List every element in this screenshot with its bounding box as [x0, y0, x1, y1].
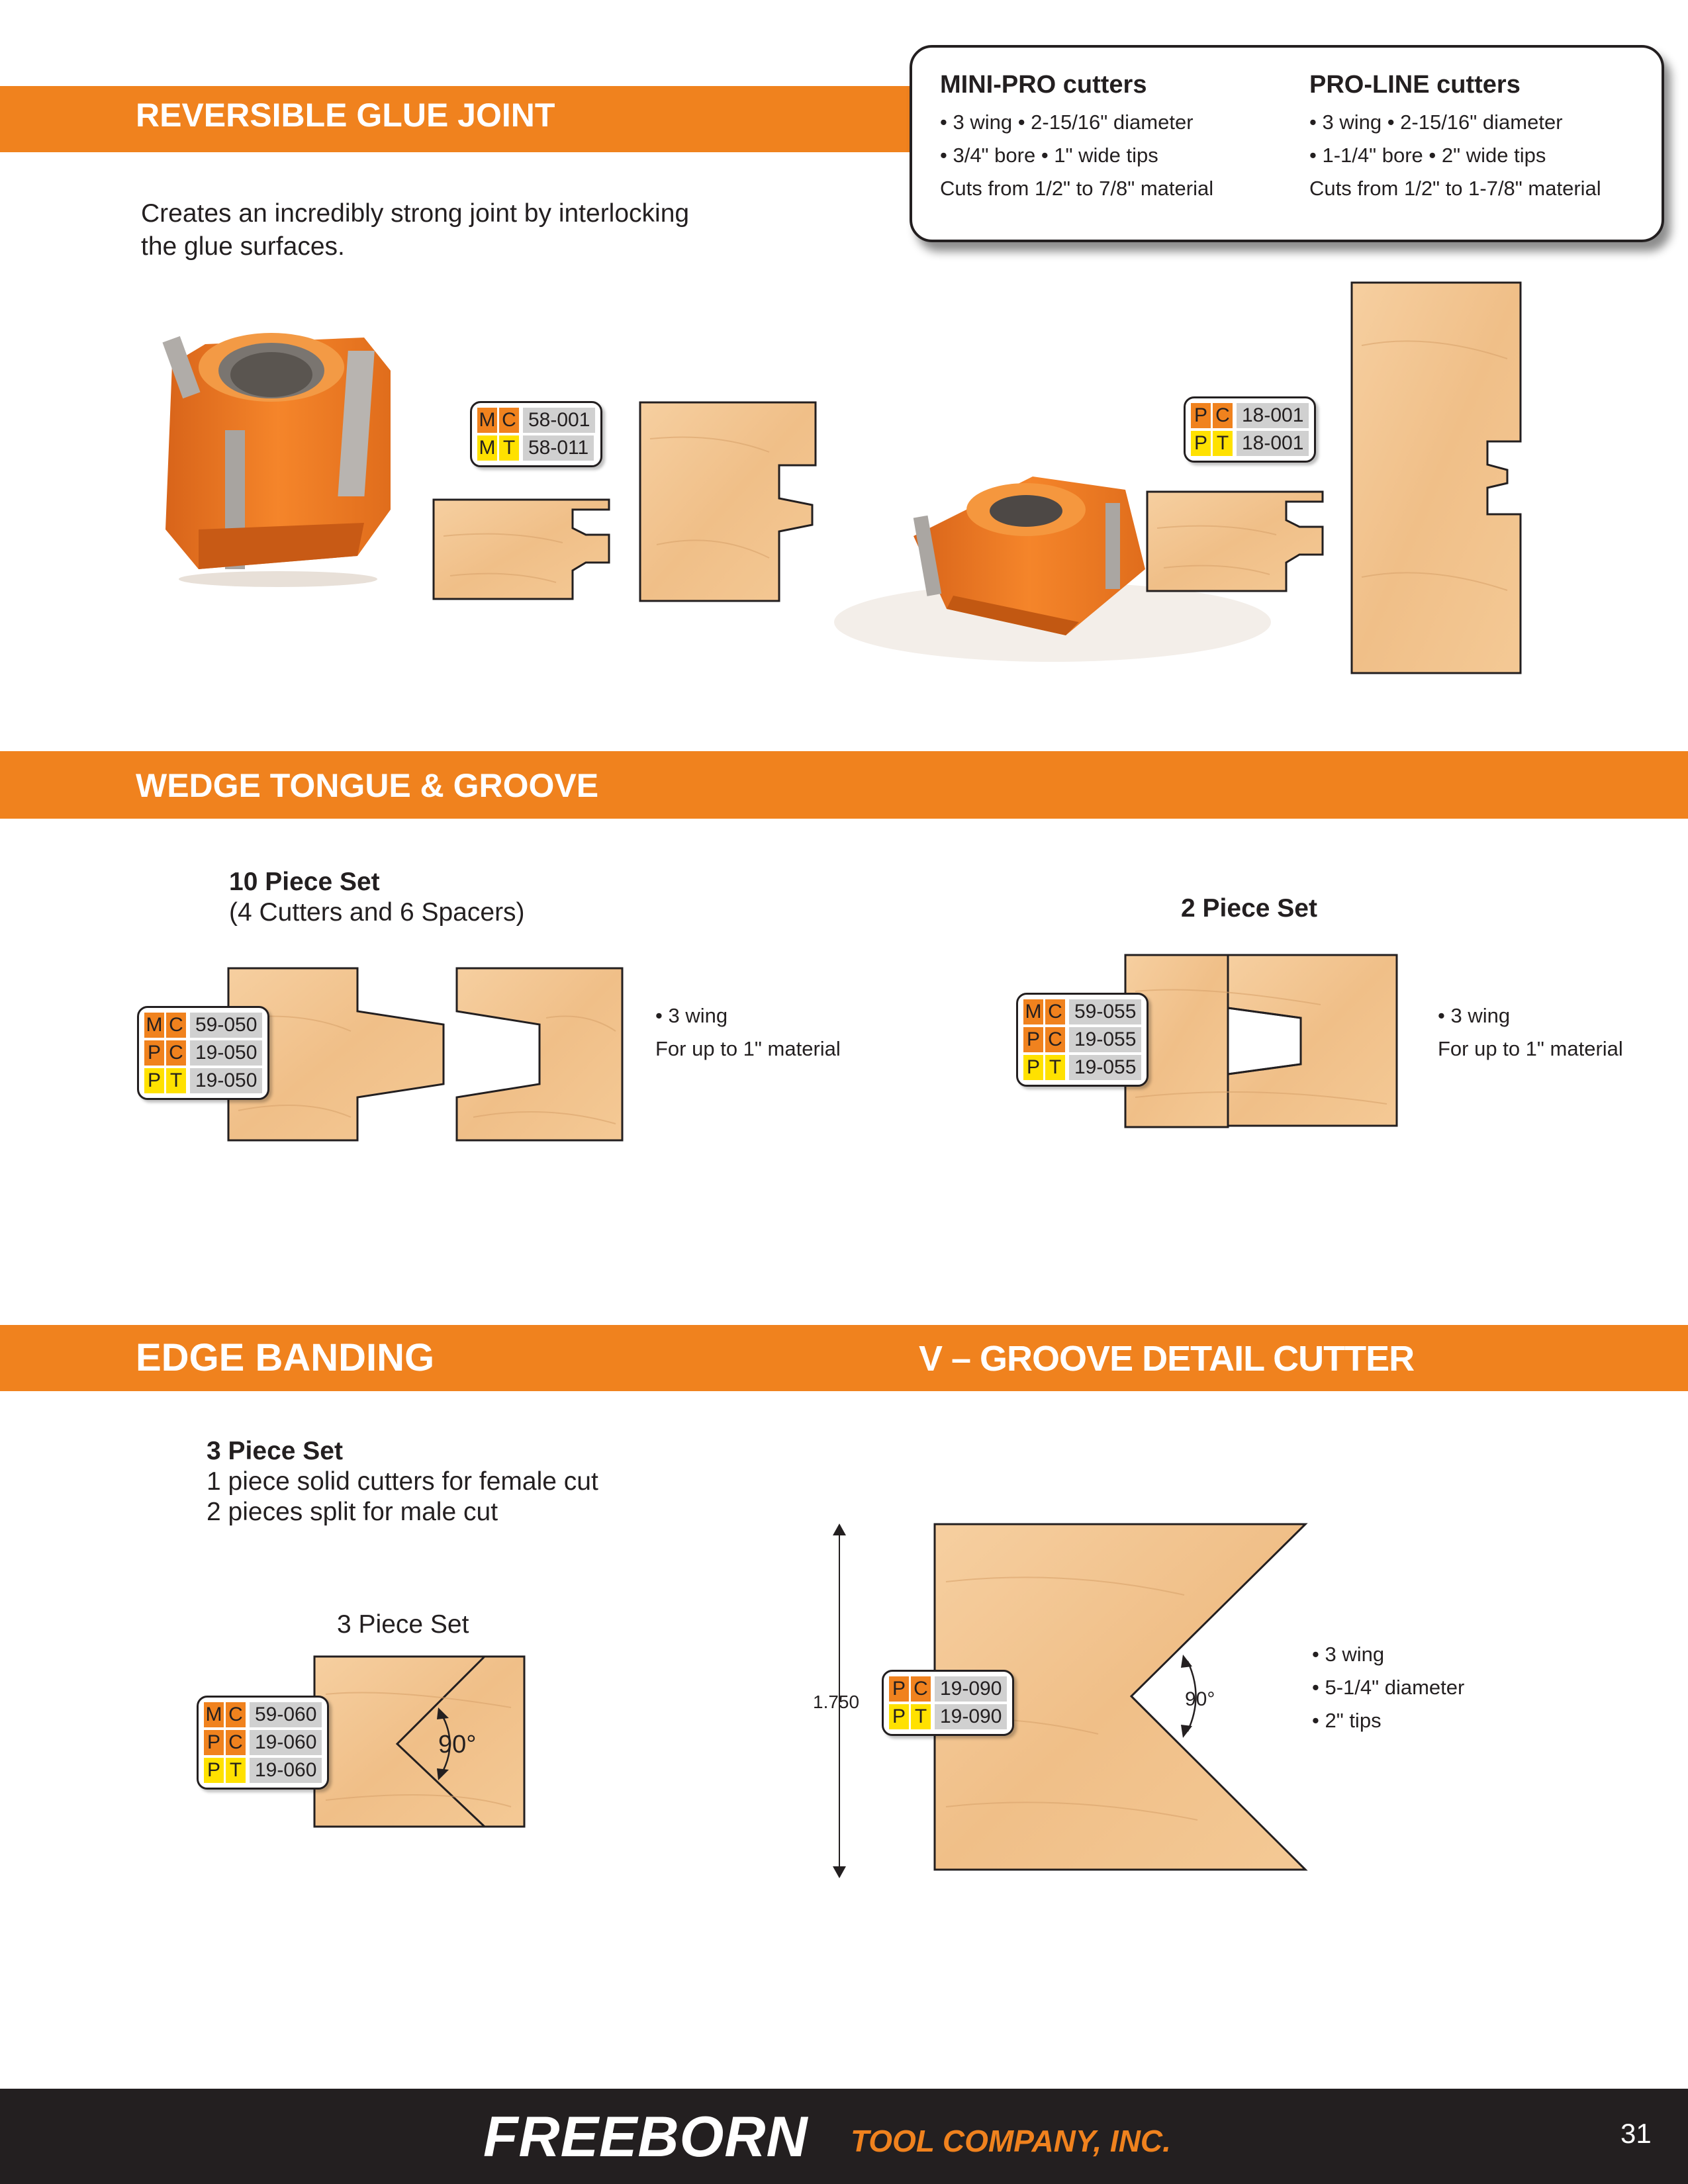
v-groove-spec-1: • 3 wing	[1312, 1643, 1385, 1666]
section-title-wedge: WEDGE TONGUE & GROOVE	[136, 767, 599, 804]
code-row	[889, 1703, 1007, 1731]
edge-set-title: 3 Piece Set	[207, 1437, 343, 1465]
part-number: 18-001	[1237, 431, 1309, 456]
part-number: 58-011	[523, 435, 594, 461]
code-letter: C	[499, 408, 519, 433]
wedge-right-spec-2: For up to 1" material	[1438, 1037, 1623, 1060]
footer-brand: FREEBORN	[483, 2105, 808, 2169]
code-row	[1191, 402, 1309, 430]
code-letter: M	[477, 435, 497, 461]
edge-diagram-label: 3 Piece Set	[337, 1610, 469, 1639]
code-row	[1023, 1026, 1141, 1054]
glue-description-line-2: the glue surfaces.	[141, 232, 345, 261]
wood-profile-edge-banding	[312, 1655, 526, 1830]
part-number: 58-001	[523, 408, 595, 433]
code-letter: P	[1023, 1055, 1043, 1080]
code-box-glue-pro	[1184, 396, 1316, 463]
wood-profile-wedge-2-piece	[1122, 952, 1400, 1129]
code-letter: C	[226, 1702, 246, 1727]
code-row	[204, 1729, 322, 1756]
code-letter: M	[204, 1702, 224, 1727]
part-number: 19-090	[935, 1676, 1007, 1702]
code-row	[204, 1701, 322, 1729]
code-letter: T	[1045, 1055, 1065, 1080]
part-number: 19-055	[1069, 1027, 1141, 1052]
v-groove-angle-label: 90°	[1185, 1688, 1215, 1710]
wedge-left-spec-1: • 3 wing	[655, 1004, 728, 1027]
cutter-specs-box	[910, 45, 1664, 242]
code-letter: M	[1023, 999, 1043, 1024]
code-letter: T	[226, 1758, 246, 1783]
part-number: 59-055	[1069, 999, 1141, 1024]
mini-pro-cutter-image	[146, 311, 410, 589]
code-letter: P	[1191, 431, 1211, 456]
pro-line-line-1: • 3 wing • 2-15/16" diameter	[1309, 111, 1563, 134]
section-title-edge-banding: EDGE BANDING	[136, 1336, 435, 1379]
pro-line-line-2: • 1-1/4" bore • 2" wide tips	[1309, 144, 1546, 167]
code-letter: C	[166, 1040, 186, 1066]
wood-profile-glue-pro-large	[1348, 279, 1527, 676]
code-letter: P	[1191, 403, 1211, 428]
code-box-wedge-2	[1016, 993, 1149, 1087]
code-letter: M	[144, 1013, 164, 1038]
page-number: 31	[1620, 2118, 1652, 2149]
mini-pro-line-2: • 3/4" bore • 1" wide tips	[940, 144, 1158, 167]
code-letter: P	[889, 1676, 909, 1702]
wood-profile-wedge-groove	[453, 965, 626, 1144]
code-letter: C	[166, 1013, 186, 1038]
pro-line-title: PRO-LINE cutters	[1309, 71, 1521, 99]
wedge-left-spec-2: For up to 1" material	[655, 1037, 841, 1060]
code-letter: P	[204, 1730, 224, 1755]
v-groove-dimension-label: 1.750	[813, 1692, 860, 1712]
code-row	[144, 1067, 262, 1095]
mini-pro-line-1: • 3 wing • 2-15/16" diameter	[940, 111, 1194, 134]
page-footer	[0, 2089, 1688, 2184]
code-row	[1023, 1054, 1141, 1081]
wood-profile-glue-mini-large	[637, 399, 822, 604]
wedge-right-spec-1: • 3 wing	[1438, 1004, 1511, 1027]
code-box-v-groove	[882, 1670, 1014, 1736]
edge-set-line-2: 2 pieces split for male cut	[207, 1498, 498, 1526]
wedge-2-set-title: 2 Piece Set	[1181, 894, 1317, 923]
code-row	[144, 1011, 262, 1039]
code-letter: T	[499, 435, 519, 461]
footer-company: TOOL COMPANY, INC.	[851, 2124, 1171, 2158]
code-row	[144, 1039, 262, 1067]
code-row	[1023, 998, 1141, 1026]
section-title-v-groove: V – GROOVE DETAIL CUTTER	[919, 1339, 1415, 1379]
edge-angle-label: 90°	[438, 1731, 477, 1758]
part-number: 59-060	[250, 1702, 322, 1727]
part-number: 59-050	[190, 1013, 262, 1038]
edge-set-line-1: 1 piece solid cutters for female cut	[207, 1467, 598, 1496]
v-groove-spec-3: • 2" tips	[1312, 1709, 1382, 1732]
code-letter: T	[911, 1704, 931, 1729]
code-letter: P	[889, 1704, 909, 1729]
code-letter: C	[226, 1730, 246, 1755]
code-letter: P	[144, 1068, 164, 1093]
glue-description-line-1: Creates an incredibly strong joint by interlocking	[141, 199, 690, 228]
code-row	[477, 434, 595, 462]
code-row	[889, 1675, 1007, 1703]
mini-pro-title: MINI-PRO cutters	[940, 71, 1147, 99]
code-row	[477, 406, 595, 434]
code-letter: C	[1213, 403, 1233, 428]
wood-profile-glue-pro-small	[1144, 488, 1329, 594]
code-letter: M	[477, 408, 497, 433]
mini-pro-line-3: Cuts from 1/2" to 7/8" material	[940, 177, 1214, 200]
part-number: 19-050	[190, 1040, 262, 1066]
part-number: 19-090	[935, 1704, 1007, 1729]
code-box-edge-banding	[197, 1696, 329, 1790]
pro-line-line-3: Cuts from 1/2" to 1-7/8" material	[1309, 177, 1601, 200]
section-title-glue-joint: REVERSIBLE GLUE JOINT	[136, 97, 555, 134]
code-row	[204, 1756, 322, 1784]
code-letter: P	[204, 1758, 224, 1783]
code-row	[1191, 430, 1309, 457]
code-letter: C	[911, 1676, 931, 1702]
wedge-10-set-subtitle: (4 Cutters and 6 Spacers)	[229, 898, 525, 927]
code-letter: P	[1023, 1027, 1043, 1052]
code-box-wedge-10	[137, 1006, 269, 1100]
part-number: 18-001	[1237, 403, 1309, 428]
code-letter: C	[1045, 1027, 1065, 1052]
code-letter: P	[144, 1040, 164, 1066]
code-letter: T	[1213, 431, 1233, 456]
code-box-glue-mini	[470, 401, 602, 467]
part-number: 19-060	[250, 1758, 322, 1783]
wood-profile-glue-mini-small	[430, 496, 616, 602]
v-groove-spec-2: • 5-1/4" diameter	[1312, 1676, 1465, 1699]
part-number: 19-050	[190, 1068, 262, 1093]
part-number: 19-055	[1069, 1055, 1141, 1080]
wedge-10-set-title: 10 Piece Set	[229, 868, 380, 896]
code-letter: T	[166, 1068, 186, 1093]
code-letter: C	[1045, 999, 1065, 1024]
part-number: 19-060	[250, 1730, 322, 1755]
